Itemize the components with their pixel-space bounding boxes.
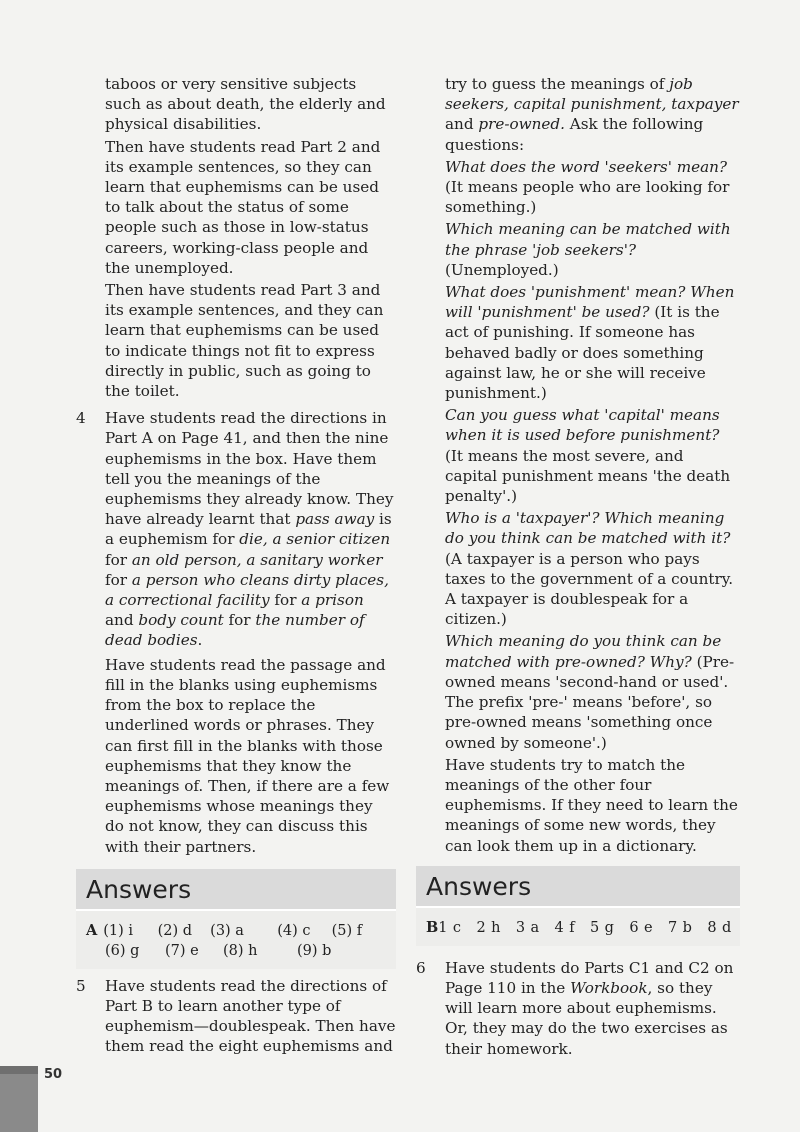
answer-cell: (8) h [223, 942, 258, 959]
text-run: (A taxpayer is a person who pays taxes to the government of a country. A taxpayer is doublespeak for a citizen.) [445, 549, 734, 629]
italic-run: job seekers, capital punishment, taxpayer [445, 75, 739, 114]
numbered-item-4 [76, 408, 396, 858]
answers-box-b [416, 866, 740, 946]
italic-run: a person who cleans dirty places, a correctional facility [105, 570, 389, 610]
item-body [105, 408, 396, 858]
right-column [416, 74, 740, 1059]
text-run: (It is the act of punishing. If someone has behaved badly or does something against law, he or she will receive punishment.) [445, 303, 720, 403]
answer-cell: (7) e [165, 942, 199, 959]
text-run: for [223, 611, 256, 630]
answers-values: 1 c 2 h 3 a 4 f 5 g 6 e 7 b 8 d [438, 919, 732, 936]
text-run: and [445, 115, 479, 134]
item-body [445, 958, 740, 1059]
answer-cell: (1) i [103, 922, 134, 939]
text-run: for [269, 591, 302, 610]
italic-run: What does the word 'seekers' mean? [445, 157, 728, 176]
question [416, 219, 740, 280]
text-run: for [105, 550, 132, 569]
text-run: Ask the following questions: [445, 115, 704, 154]
italic-run: an old person, a sanitary worker [131, 550, 383, 569]
paragraph: Have students read the passage and fill in the blanks using euphemisms from the box to replace the underlined words or phrases. They can first fill in the blanks with those euphemisms that they know the meanings of. Then, if there are a few euphemisms whose meanings they do not know, they can discuss this with their partners. [105, 655, 390, 856]
answers-row [86, 941, 386, 961]
question [416, 282, 740, 403]
item-number: 4 [76, 409, 86, 428]
answer-cell: (2) d [157, 922, 193, 939]
italic-run: pass away [295, 510, 375, 529]
paragraph [416, 74, 740, 155]
paragraph [105, 408, 396, 650]
item-number: 6 [416, 958, 426, 977]
paragraph: Then have students read Part 2 and its example sentences, so they can learn that euphemisms can be used to talk about the status of some people such as those in low-status careers, working-class people and the unemployed. [105, 137, 381, 277]
text-run: (Unemployed.) [445, 260, 559, 279]
text-run: try to guess the meanings of [445, 75, 670, 93]
question [416, 405, 740, 506]
paragraph: Then have students read Part 3 and its example sentences, and they can learn that euphemisms can be used to indicate things not fit to express directly in public, such as going to the toilet. [105, 281, 384, 401]
answers-heading: Answers [416, 866, 740, 908]
answers-row [86, 921, 386, 941]
text-run: (It means the most severe, and capital punishment means 'the death penalty'.) [445, 446, 731, 506]
answers-row [426, 918, 730, 938]
italic-run: pre-owned. [478, 115, 565, 134]
italic-run: body count [138, 611, 224, 630]
italic-run: What does 'punishment' mean? When will 'punishment' be used? [445, 283, 735, 322]
page-edge-tab-top [0, 1066, 38, 1074]
left-column [76, 74, 396, 1057]
item-number: 5 [76, 976, 86, 995]
italic-run: Which meaning can be matched with the phrase 'job seekers'? [445, 220, 731, 259]
text-run: , so they will learn more about euphemisms. Or, they may do the two exercises as their homework. [445, 978, 728, 1058]
answer-cell: (4) c [277, 922, 311, 939]
text-run: (It means people who are looking for something.) [445, 178, 730, 217]
answers-label: A [86, 921, 98, 939]
answers-body [76, 911, 396, 969]
question [416, 157, 740, 218]
text-run: . [197, 631, 203, 650]
question [416, 631, 740, 752]
page-edge-tab [0, 1066, 38, 1132]
answers-body [416, 908, 740, 946]
answers-box-a [76, 869, 396, 969]
italic-run: the number of dead bodies [105, 611, 365, 650]
answers-label: B [426, 918, 439, 936]
italic-run: a prison [301, 591, 364, 610]
answer-cell: (9) b [297, 942, 332, 959]
answers-heading: Answers [76, 869, 396, 911]
text-run: (Pre-owned means 'second-hand or used'. The prefix 'pre-' means 'before', so pre-owned means 'something once owned by someone'.) [445, 652, 735, 752]
answer-cell: (3) a [210, 922, 244, 939]
text-run: Have students read the directions in Part A on Page 41, and then the nine euphemisms in the box. Have them tell you the meanings of the euphemisms they already know. They have already learnt that [105, 409, 394, 529]
answer-cell: (6) g [105, 942, 140, 959]
text-run: for [105, 570, 132, 589]
question [416, 508, 740, 629]
italic-run: Who is a 'taxpayer'? Which meaning do you think can be matched with it? [445, 509, 731, 548]
text-run: and [105, 611, 139, 630]
text-run: is a euphemism for [105, 510, 392, 549]
text-run: Have students do Parts C1 and C2 on Page 110 in the [445, 958, 734, 997]
item-body: Have students read the directions of Part B to learn another type of euphemism—doublespeak. Then have them read the eight euphemisms and [105, 976, 396, 1056]
answer-cell: (5) f [331, 922, 363, 939]
italic-run: Can you guess what 'capital' means when it is used before punishment? [445, 406, 720, 445]
italic-run: Which meaning do you think can be matched with pre-owned? Why? [445, 632, 722, 671]
paragraph: taboos or very sensitive subjects such as about death, the elderly and physical disabilities. [105, 75, 386, 134]
page-number: 50 [44, 1067, 63, 1082]
numbered-item-5 [76, 976, 396, 1057]
italic-run: Workbook [570, 978, 648, 997]
italic-run: die, a senior citizen [239, 530, 391, 549]
numbered-item-6 [416, 958, 740, 1059]
paragraph: Have students try to match the meanings of the other four euphemisms. If they need to learn the meanings of some new words, they can look them up in a dictionary. [445, 755, 738, 855]
